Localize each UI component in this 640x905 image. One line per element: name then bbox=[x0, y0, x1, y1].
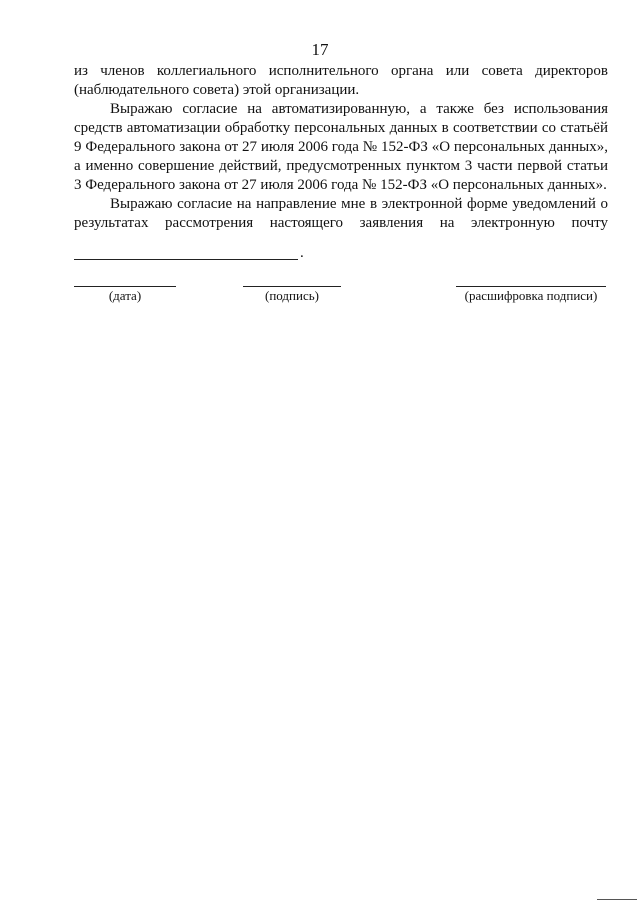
email-line-end-mark: . bbox=[300, 245, 304, 261]
email-field-row bbox=[74, 246, 304, 260]
signature-decoding-line[interactable] bbox=[456, 286, 606, 287]
document-body bbox=[74, 62, 608, 233]
date-label: (дата) bbox=[108, 288, 142, 303]
signature-label: (подпись) bbox=[265, 288, 319, 303]
date-signature-line[interactable] bbox=[74, 286, 176, 287]
email-blank-line[interactable] bbox=[74, 249, 298, 260]
signature-line[interactable] bbox=[243, 286, 341, 287]
signature-decoding-label: (расшифровка подписи) bbox=[464, 288, 598, 303]
paragraph-personal-data-consent: Выражаю согласие на автоматизированную, а также без использования средств автоматизации обработку персональных данных в соответствии со статьёй 9 Федерального закона от 27 июля 2006 года № 152-ФЗ «О персональных данных», а именно совершение действий, предусмотренных пунктом 3 части первой статьи 3 Федерального закона от 27 июля 2006 года № 152-ФЗ «О персональных данных». bbox=[74, 101, 608, 193]
page-corner-mark bbox=[597, 899, 637, 900]
paragraph-email-notification-consent: Выражаю согласие на направление мне в электронной форме уведомлений о результатах рассмотрения настоящего заявления на электронную почту bbox=[74, 196, 608, 231]
page-number: 17 bbox=[311, 40, 329, 59]
paragraph-continuation: из членов коллегиального исполнительного органа или совета директоров (наблюдательного совета) этой организации. bbox=[74, 63, 608, 98]
